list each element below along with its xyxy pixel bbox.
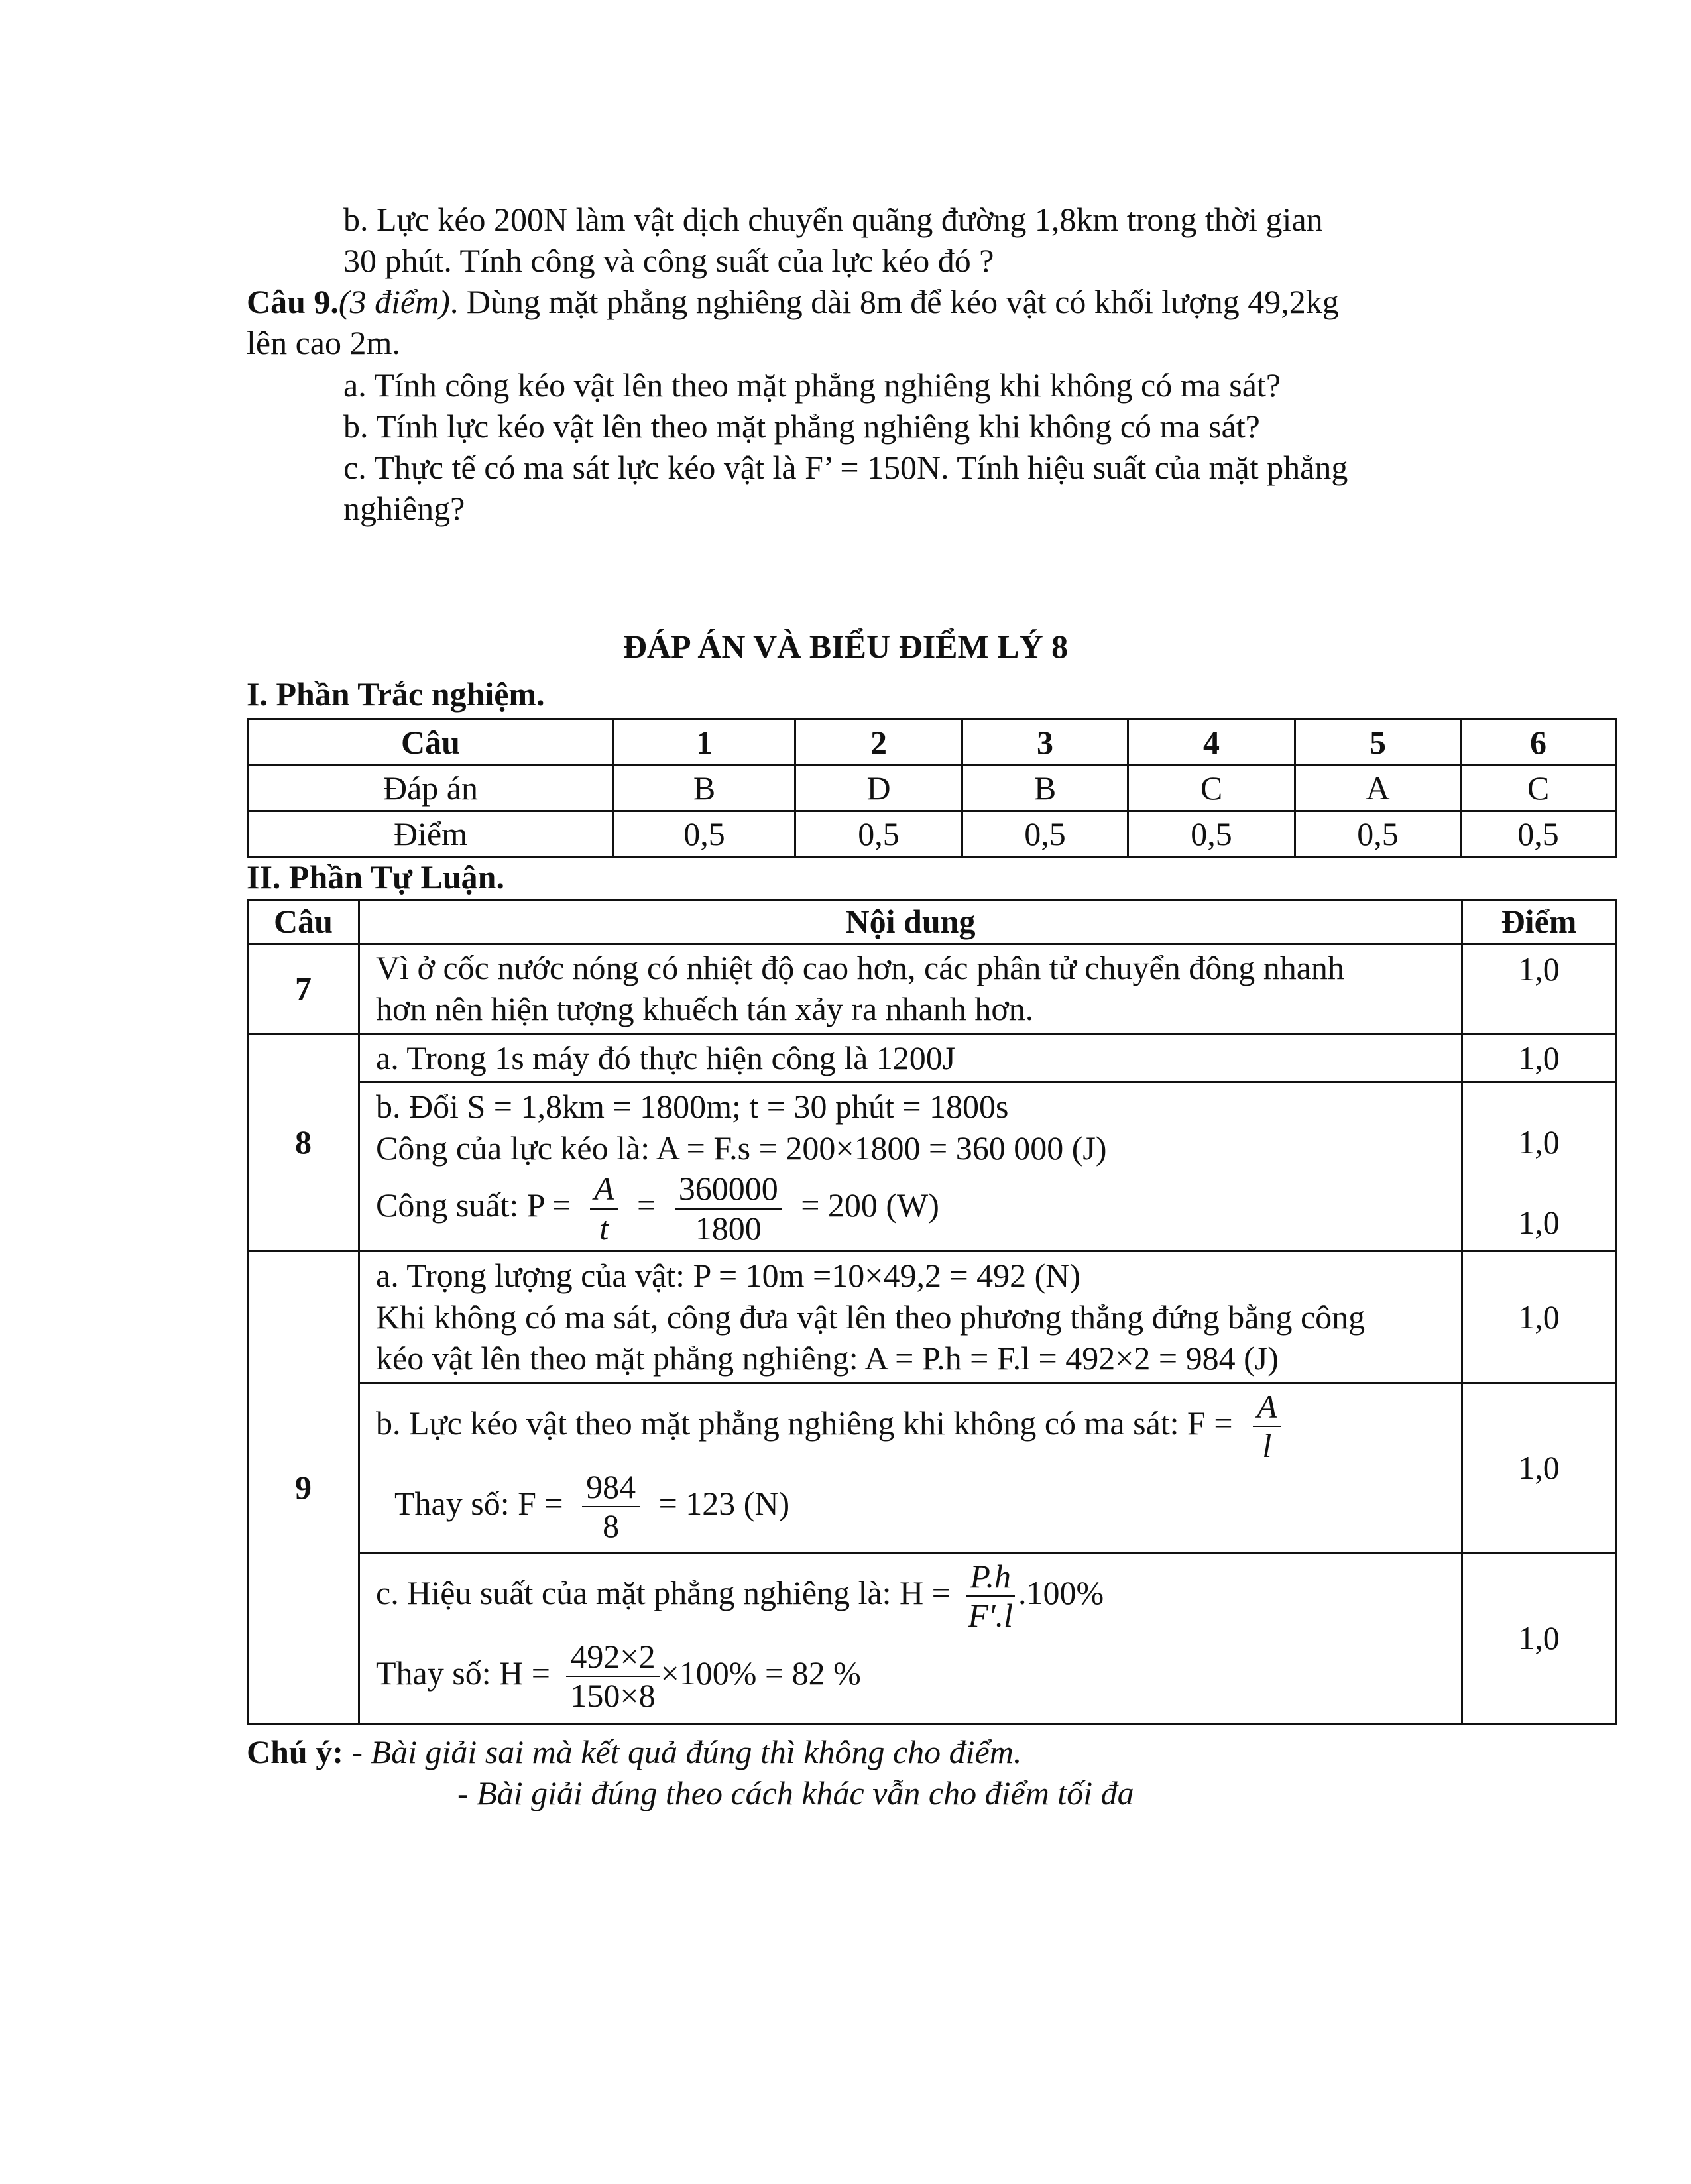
score-cell xyxy=(1462,1082,1616,1251)
mc-header-row xyxy=(248,720,1616,766)
q9-part-c1: c. Thực tế có ma sát lực kéo vật là F’ = 150N. Tính hiệu suất của mặt phẳng xyxy=(343,449,1348,486)
score-value: 1,0 xyxy=(1518,1203,1560,1241)
mc-header-cell: 1 xyxy=(614,720,795,766)
question-number: 8 xyxy=(248,1033,359,1251)
mc-header-cell: 4 xyxy=(1128,720,1295,766)
essay-row-8a xyxy=(248,1033,1616,1082)
r9-b2-result: = 123 (N) xyxy=(658,1484,790,1522)
score-value: 1,0 xyxy=(1518,1123,1560,1161)
r7-line1: Vì ở cốc nước nóng có nhiệt độ cao hơn, các phân tử chuyển đông nhanh xyxy=(376,948,1344,986)
fraction-numerator: P.h xyxy=(966,1558,1015,1597)
mc-answer-cell: A xyxy=(1295,766,1461,811)
mc-answer-cell: B xyxy=(614,766,795,811)
score-cell: 1,0 xyxy=(1462,1033,1616,1082)
r8-part-a: a. Trong 1s máy đó thực hiện công là 1200J xyxy=(359,1033,1462,1082)
mc-header-cell: 2 xyxy=(795,720,962,766)
answer-title: ĐÁP ÁN VÀ BIỂU ĐIỂM LÝ 8 xyxy=(622,628,1069,665)
score-cell: 1,0 xyxy=(1462,1383,1616,1552)
r9-a3: kéo vật lên theo mặt phẳng nghiêng: A = P.h = F.l = 492×2 = 984 (J) xyxy=(376,1340,1279,1377)
r9-c2-label: Thay số: H = xyxy=(376,1654,550,1692)
mc-answer-cell: C xyxy=(1128,766,1295,811)
fraction-numerator: 492×2 xyxy=(566,1638,659,1678)
fraction-denominator: 150×8 xyxy=(570,1677,656,1714)
mc-score-cell: 0,5 xyxy=(795,811,962,857)
mc-header-cell: 3 xyxy=(962,720,1128,766)
r8-b2: Công của lực kéo là: A = F.s = 200×1800 = 360 000 (J) xyxy=(376,1129,1107,1167)
mc-answer-cell: C xyxy=(1461,766,1616,811)
question-number: 9 xyxy=(248,1251,359,1724)
score-cell: 1,0 xyxy=(1462,1552,1616,1723)
r8-b3-result: = 200 (W) xyxy=(801,1186,939,1224)
essay-row-8b xyxy=(248,1082,1616,1251)
fraction-numerator: 360000 xyxy=(675,1170,782,1210)
r9-a2: Khi không có ma sát, công đưa vật lên theo phương thẳng đứng bằng công xyxy=(376,1298,1366,1336)
q9-part-a: a. Tính công kéo vật lên theo mặt phẳng nghiêng khi không có ma sát? xyxy=(343,367,1281,404)
r9-b2-label: Thay số: F = xyxy=(394,1484,563,1522)
note-text1: - Bài giải sai mà kết quả đúng thì không cho điểm. xyxy=(343,1733,1022,1770)
mc-score-cell: 0,5 xyxy=(1461,811,1616,857)
part2-title: II. Phần Tự Luận. xyxy=(247,858,504,895)
r9-b1-text: b. Lực kéo vật theo mặt phẳng nghiêng khi không có ma sát: F = xyxy=(376,1404,1233,1442)
fraction-denominator: F'.l xyxy=(968,1597,1013,1634)
r9-b2 xyxy=(376,1468,1461,1546)
r9-c1-text: c. Hiệu suất của mặt phẳng nghiêng là: H = xyxy=(376,1574,951,1611)
r8-b1: b. Đổi S = 1,8km = 1800m; t = 30 phút = 1800s xyxy=(376,1088,1009,1125)
r7-line2: hơn nên hiện tượng khuếch tán xảy ra nhanh hơn. xyxy=(376,990,1034,1027)
answer-content xyxy=(359,1251,1462,1383)
essay-row-9b xyxy=(248,1383,1616,1552)
essay-header-diem: Điểm xyxy=(1462,900,1616,944)
r9-c2 xyxy=(376,1638,1461,1715)
note-line1 xyxy=(247,1731,1021,1773)
essay-table xyxy=(247,899,1617,1725)
answer-content xyxy=(359,1552,1462,1723)
mc-score-cell: 0,5 xyxy=(1295,811,1461,857)
score-cell: 1,0 xyxy=(1462,943,1616,1033)
fraction-numerator: A xyxy=(590,1170,618,1210)
fraction-denominator: 1800 xyxy=(695,1209,762,1247)
q8b-line1: b. Lực kéo 200N làm vật dịch chuyển quãng đường 1,8km trong thời gian xyxy=(343,201,1323,238)
multiple-choice-table xyxy=(247,718,1617,858)
fraction-numbers xyxy=(566,1638,659,1715)
mc-answer-row xyxy=(248,766,1616,811)
fraction-a-over-t xyxy=(590,1170,618,1247)
mc-score-cell: 0,5 xyxy=(614,811,795,857)
q9-line2: lên cao 2m. xyxy=(247,324,400,361)
answer-content xyxy=(359,943,1462,1033)
essay-header-row xyxy=(248,900,1616,944)
r9-c2-result: ×100% = 82 % xyxy=(660,1654,861,1692)
mc-header-cell: Câu xyxy=(248,720,614,766)
essay-row-9a xyxy=(248,1251,1616,1383)
essay-header-cau: Câu xyxy=(248,900,359,944)
mc-score-cell: Điểm xyxy=(248,811,614,857)
fraction-denominator: l xyxy=(1262,1427,1272,1464)
q9-part-c2: nghiêng? xyxy=(343,490,465,527)
r9-b1 xyxy=(376,1388,1461,1466)
r8-b3 xyxy=(376,1170,1461,1247)
note-line2: - Bài giải đúng theo cách khác vẫn cho điểm tối đa xyxy=(457,1774,1134,1811)
q9-line1 xyxy=(247,281,1339,323)
mc-header-cell: 6 xyxy=(1461,720,1616,766)
score-cell: 1,0 xyxy=(1462,1251,1616,1383)
essay-row-9c xyxy=(248,1552,1616,1723)
answer-content xyxy=(359,1082,1462,1251)
fraction-numerator: A xyxy=(1253,1388,1281,1428)
mc-answer-cell: Đáp án xyxy=(248,766,614,811)
fraction-denominator: t xyxy=(599,1209,609,1247)
mc-score-cell: 0,5 xyxy=(962,811,1128,857)
r8-b3-label: Công suất: P = xyxy=(376,1186,571,1224)
fraction-ph-over-fl xyxy=(964,1558,1017,1635)
fraction-984-over-8 xyxy=(582,1468,640,1546)
mc-header-cell: 5 xyxy=(1295,720,1461,766)
mc-answer-cell: D xyxy=(795,766,962,811)
essay-header-noidung: Nội dung xyxy=(359,900,1462,944)
fraction-numerator: 984 xyxy=(582,1468,640,1508)
r9-a1: a. Trọng lượng của vật: P = 10m =10×49,2 = 492 (N) xyxy=(376,1257,1081,1294)
equals-sign: = xyxy=(636,1186,656,1224)
answer-content xyxy=(359,1383,1462,1552)
fraction-a-over-l xyxy=(1253,1388,1281,1466)
mc-score-cell: 0,5 xyxy=(1128,811,1295,857)
fraction-denominator: 8 xyxy=(603,1507,620,1544)
mc-score-row xyxy=(248,811,1616,857)
q9-points: (3 điểm) xyxy=(338,283,450,320)
question-number: 7 xyxy=(248,943,359,1033)
q9-label: Câu 9. xyxy=(247,283,339,320)
part1-title: I. Phần Trắc nghiệm. xyxy=(247,675,545,713)
q8b-line2: 30 phút. Tính công và công suất của lực kéo đó ? xyxy=(343,242,994,279)
q9-part-b: b. Tính lực kéo vật lên theo mặt phẳng nghiêng khi không có ma sát? xyxy=(343,408,1260,445)
r9-c1-result: .100% xyxy=(1018,1574,1104,1611)
essay-row-7 xyxy=(248,943,1616,1033)
note-label: Chú ý: xyxy=(247,1733,343,1770)
fraction-360000-over-1800 xyxy=(675,1170,782,1247)
r9-c1 xyxy=(376,1558,1461,1635)
mc-answer-cell: B xyxy=(962,766,1128,811)
q9-line1-text: . Dùng mặt phẳng nghiêng dài 8m để kéo vật có khối lượng 49,2kg xyxy=(449,283,1339,320)
